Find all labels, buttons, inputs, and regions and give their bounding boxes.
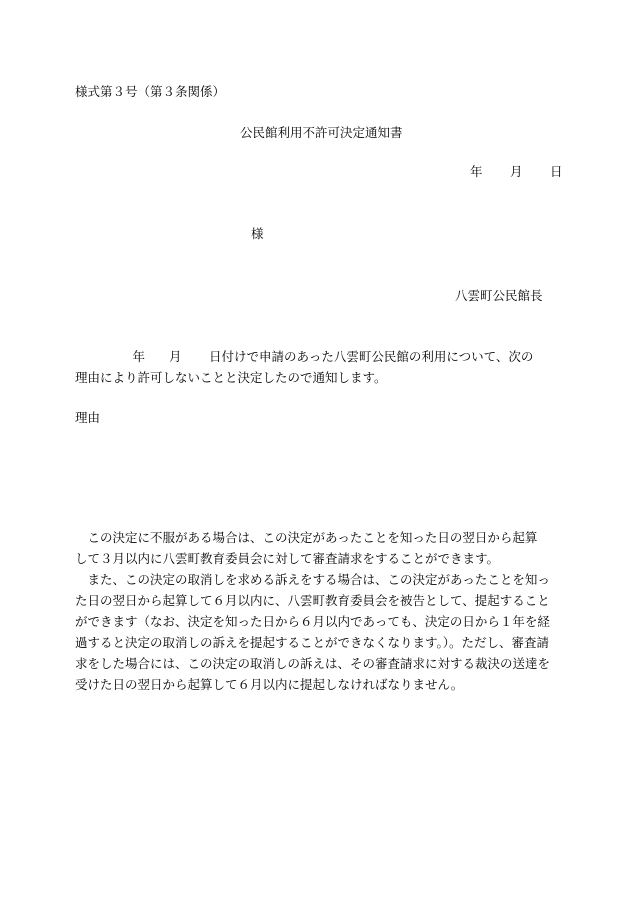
date-month-label: 月: [510, 164, 523, 179]
notice-line-6: 過すると決定の取消しの訴えを提起することができなくなります。）。ただし、審査請: [75, 635, 550, 650]
body-month-label: 月: [169, 349, 182, 364]
body-line1-text: 日付けで申請のあった八雲町公民館の利用について、次の: [209, 349, 534, 364]
notice-line-1: この決定に不服がある場合は、この決定があったことを知った日の翌日から起算: [75, 530, 538, 545]
date-line: [470, 166, 563, 179]
notice-line-5: ができます（なお、決定を知った日から６月以内であっても、決定の日から１年を経: [75, 614, 550, 629]
notice-line-7: 求をした場合には、この決定の取消しの訴えは、その審査請求に対する裁決の送達を: [75, 656, 551, 671]
form-number-label: 様式第３号（第３条関係）: [75, 84, 226, 99]
decision-statement: [75, 346, 580, 388]
notice-line-2: して３月以内に八雲町教育委員会に対して審査請求をすることができます。: [75, 551, 500, 566]
date-day-label: 日: [550, 164, 563, 179]
decision-line-2: 理由により許可しないことと決定したので通知します。: [75, 370, 387, 385]
document-title: 公民館利用不許可決定通知書: [240, 125, 403, 140]
appeal-notice: [75, 527, 580, 695]
notice-line-4: た日の翌日から起算して６月以内に、八雲町教育委員会を被告として、提起すること: [75, 593, 550, 608]
body-year-label: 年: [132, 349, 145, 364]
date-year-label: 年: [470, 164, 483, 179]
sender-name: 八雲町公民館長: [455, 288, 543, 303]
addressee-suffix: 様: [251, 226, 264, 241]
notice-line-3: また、この決定の取消しを求める訴えをする場合は、この決定があったことを知っ: [75, 572, 550, 587]
decision-line-1: [75, 346, 580, 367]
notice-line-8: 受けた日の翌日から起算して６月以内に提起しなければなりません。: [75, 677, 464, 692]
reason-heading: 理由: [75, 410, 101, 425]
